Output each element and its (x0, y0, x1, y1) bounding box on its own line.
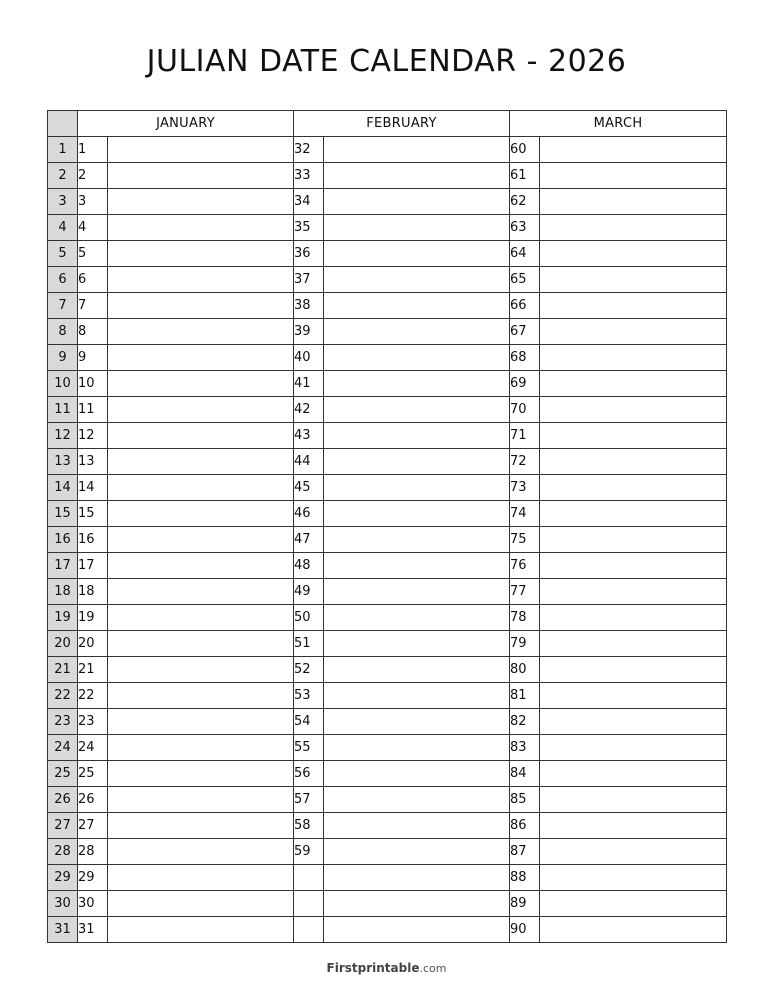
march-julian-number: 76 (510, 553, 540, 579)
day-label: 20 (48, 631, 78, 657)
march-note-cell (540, 475, 727, 501)
header-row (48, 111, 727, 137)
january-note-cell (108, 709, 294, 735)
january-julian-number: 22 (78, 683, 108, 709)
january-julian-number: 16 (78, 527, 108, 553)
month-header-march: MARCH (510, 111, 727, 137)
table-row (48, 449, 727, 475)
march-note-cell (540, 605, 727, 631)
march-note-cell (540, 319, 727, 345)
january-note-cell (108, 501, 294, 527)
month-header-january: JANUARY (78, 111, 294, 137)
march-note-cell (540, 709, 727, 735)
march-julian-number: 70 (510, 397, 540, 423)
march-julian-number: 72 (510, 449, 540, 475)
february-julian-number: 46 (294, 501, 324, 527)
day-label: 22 (48, 683, 78, 709)
february-note-cell (324, 657, 510, 683)
february-note-cell (324, 449, 510, 475)
march-julian-number: 73 (510, 475, 540, 501)
march-note-cell (540, 241, 727, 267)
january-note-cell (108, 787, 294, 813)
january-julian-number: 13 (78, 449, 108, 475)
day-label: 31 (48, 917, 78, 943)
january-julian-number: 31 (78, 917, 108, 943)
table-row (48, 865, 727, 891)
february-note-cell (324, 423, 510, 449)
day-label: 2 (48, 163, 78, 189)
january-julian-number: 14 (78, 475, 108, 501)
day-label: 8 (48, 319, 78, 345)
february-note-cell (324, 241, 510, 267)
table-row (48, 839, 727, 865)
february-note-cell (324, 709, 510, 735)
february-note-cell (324, 605, 510, 631)
table-row (48, 579, 727, 605)
day-label: 13 (48, 449, 78, 475)
march-julian-number: 90 (510, 917, 540, 943)
february-julian-number: 38 (294, 293, 324, 319)
march-note-cell (540, 267, 727, 293)
january-note-cell (108, 579, 294, 605)
january-julian-number: 27 (78, 813, 108, 839)
january-note-cell (108, 267, 294, 293)
january-note-cell (108, 293, 294, 319)
day-label: 27 (48, 813, 78, 839)
january-julian-number: 6 (78, 267, 108, 293)
february-note-cell (324, 267, 510, 293)
march-julian-number: 74 (510, 501, 540, 527)
february-note-cell (324, 137, 510, 163)
table-row (48, 787, 727, 813)
march-julian-number: 77 (510, 579, 540, 605)
march-note-cell (540, 735, 727, 761)
february-julian-number: 45 (294, 475, 324, 501)
january-julian-number: 25 (78, 761, 108, 787)
footer-brand-name: Firstprintable (326, 961, 420, 975)
february-note-cell (324, 917, 510, 943)
february-note-cell (324, 761, 510, 787)
january-note-cell (108, 761, 294, 787)
march-note-cell (540, 371, 727, 397)
february-note-cell (324, 163, 510, 189)
march-julian-number: 66 (510, 293, 540, 319)
march-note-cell (540, 657, 727, 683)
march-julian-number: 71 (510, 423, 540, 449)
day-label: 19 (48, 605, 78, 631)
month-header-february: FEBRUARY (294, 111, 510, 137)
day-label: 5 (48, 241, 78, 267)
march-julian-number: 87 (510, 839, 540, 865)
january-note-cell (108, 475, 294, 501)
footer-brand (0, 961, 773, 975)
march-note-cell (540, 397, 727, 423)
day-label: 12 (48, 423, 78, 449)
january-note-cell (108, 527, 294, 553)
march-julian-number: 62 (510, 189, 540, 215)
february-julian-number: 50 (294, 605, 324, 631)
january-julian-number: 20 (78, 631, 108, 657)
january-note-cell (108, 345, 294, 371)
february-julian-number: 44 (294, 449, 324, 475)
january-note-cell (108, 553, 294, 579)
day-label: 29 (48, 865, 78, 891)
march-note-cell (540, 449, 727, 475)
march-julian-number: 82 (510, 709, 540, 735)
january-note-cell (108, 605, 294, 631)
january-note-cell (108, 683, 294, 709)
march-note-cell (540, 163, 727, 189)
february-julian-number: 58 (294, 813, 324, 839)
february-note-cell (324, 371, 510, 397)
january-julian-number: 11 (78, 397, 108, 423)
march-note-cell (540, 345, 727, 371)
february-julian-number: 48 (294, 553, 324, 579)
january-note-cell (108, 839, 294, 865)
february-julian-number: 57 (294, 787, 324, 813)
day-label: 24 (48, 735, 78, 761)
january-note-cell (108, 397, 294, 423)
march-note-cell (540, 631, 727, 657)
march-note-cell (540, 787, 727, 813)
table-row (48, 371, 727, 397)
march-julian-number: 78 (510, 605, 540, 631)
february-note-cell (324, 813, 510, 839)
january-julian-number: 29 (78, 865, 108, 891)
day-label: 3 (48, 189, 78, 215)
january-note-cell (108, 319, 294, 345)
january-julian-number: 9 (78, 345, 108, 371)
march-note-cell (540, 137, 727, 163)
february-julian-number: 59 (294, 839, 324, 865)
february-note-cell (324, 397, 510, 423)
march-julian-number: 75 (510, 527, 540, 553)
march-julian-number: 64 (510, 241, 540, 267)
february-julian-number: 40 (294, 345, 324, 371)
february-julian-number: 49 (294, 579, 324, 605)
march-note-cell (540, 579, 727, 605)
day-label: 18 (48, 579, 78, 605)
january-julian-number: 28 (78, 839, 108, 865)
day-label: 28 (48, 839, 78, 865)
february-julian-number: 53 (294, 683, 324, 709)
table-row (48, 475, 727, 501)
february-julian-number: 33 (294, 163, 324, 189)
february-julian-number: 54 (294, 709, 324, 735)
table-row (48, 813, 727, 839)
march-note-cell (540, 293, 727, 319)
march-note-cell (540, 215, 727, 241)
january-julian-number: 15 (78, 501, 108, 527)
table-row (48, 631, 727, 657)
february-julian-number: 56 (294, 761, 324, 787)
january-julian-number: 12 (78, 423, 108, 449)
february-note-cell (324, 683, 510, 709)
day-label: 30 (48, 891, 78, 917)
january-note-cell (108, 917, 294, 943)
table-row (48, 891, 727, 917)
day-label: 6 (48, 267, 78, 293)
table-row (48, 709, 727, 735)
table-row (48, 293, 727, 319)
february-note-cell (324, 787, 510, 813)
january-julian-number: 26 (78, 787, 108, 813)
march-julian-number: 81 (510, 683, 540, 709)
january-note-cell (108, 657, 294, 683)
march-julian-number: 85 (510, 787, 540, 813)
day-label: 25 (48, 761, 78, 787)
february-note-cell (324, 579, 510, 605)
february-note-cell (324, 293, 510, 319)
march-note-cell (540, 553, 727, 579)
march-note-cell (540, 891, 727, 917)
table-row (48, 319, 727, 345)
march-julian-number: 61 (510, 163, 540, 189)
february-note-cell (324, 553, 510, 579)
january-note-cell (108, 137, 294, 163)
march-julian-number: 69 (510, 371, 540, 397)
february-julian-number: 37 (294, 267, 324, 293)
january-julian-number: 10 (78, 371, 108, 397)
january-julian-number: 2 (78, 163, 108, 189)
january-note-cell (108, 371, 294, 397)
calendar-body (48, 137, 727, 943)
table-row (48, 553, 727, 579)
february-julian-number: 52 (294, 657, 324, 683)
january-note-cell (108, 631, 294, 657)
january-julian-number: 17 (78, 553, 108, 579)
march-note-cell (540, 865, 727, 891)
january-note-cell (108, 241, 294, 267)
table-row (48, 267, 727, 293)
day-label: 21 (48, 657, 78, 683)
february-julian-number: 34 (294, 189, 324, 215)
table-row (48, 163, 727, 189)
table-row (48, 657, 727, 683)
day-label: 7 (48, 293, 78, 319)
march-julian-number: 63 (510, 215, 540, 241)
january-julian-number: 30 (78, 891, 108, 917)
march-note-cell (540, 501, 727, 527)
day-label: 11 (48, 397, 78, 423)
february-julian-number: 39 (294, 319, 324, 345)
february-julian-number (294, 891, 324, 917)
corner-cell (48, 111, 78, 137)
march-note-cell (540, 839, 727, 865)
january-note-cell (108, 813, 294, 839)
march-julian-number: 89 (510, 891, 540, 917)
february-julian-number: 32 (294, 137, 324, 163)
january-julian-number: 23 (78, 709, 108, 735)
february-note-cell (324, 215, 510, 241)
february-julian-number: 55 (294, 735, 324, 761)
february-julian-number (294, 917, 324, 943)
february-note-cell (324, 189, 510, 215)
march-julian-number: 67 (510, 319, 540, 345)
january-note-cell (108, 189, 294, 215)
day-label: 14 (48, 475, 78, 501)
footer-brand-suffix: .com (419, 962, 447, 975)
february-note-cell (324, 501, 510, 527)
january-julian-number: 1 (78, 137, 108, 163)
february-note-cell (324, 475, 510, 501)
table-row (48, 917, 727, 943)
table-row (48, 215, 727, 241)
day-label: 17 (48, 553, 78, 579)
table-row (48, 397, 727, 423)
february-julian-number: 36 (294, 241, 324, 267)
february-julian-number: 35 (294, 215, 324, 241)
february-note-cell (324, 891, 510, 917)
march-julian-number: 88 (510, 865, 540, 891)
february-note-cell (324, 839, 510, 865)
table-row (48, 241, 727, 267)
day-label: 1 (48, 137, 78, 163)
january-note-cell (108, 163, 294, 189)
march-julian-number: 83 (510, 735, 540, 761)
march-note-cell (540, 813, 727, 839)
january-julian-number: 4 (78, 215, 108, 241)
february-note-cell (324, 735, 510, 761)
table-row (48, 345, 727, 371)
january-note-cell (108, 423, 294, 449)
day-label: 16 (48, 527, 78, 553)
march-julian-number: 65 (510, 267, 540, 293)
julian-calendar-table (47, 110, 727, 943)
table-row (48, 527, 727, 553)
february-note-cell (324, 865, 510, 891)
day-label: 23 (48, 709, 78, 735)
january-julian-number: 19 (78, 605, 108, 631)
january-julian-number: 8 (78, 319, 108, 345)
january-julian-number: 7 (78, 293, 108, 319)
table-row (48, 423, 727, 449)
table-row (48, 189, 727, 215)
march-julian-number: 60 (510, 137, 540, 163)
march-note-cell (540, 423, 727, 449)
january-julian-number: 21 (78, 657, 108, 683)
table-row (48, 761, 727, 787)
february-julian-number (294, 865, 324, 891)
march-julian-number: 68 (510, 345, 540, 371)
day-label: 15 (48, 501, 78, 527)
march-note-cell (540, 189, 727, 215)
february-julian-number: 42 (294, 397, 324, 423)
day-label: 4 (48, 215, 78, 241)
march-note-cell (540, 761, 727, 787)
february-note-cell (324, 319, 510, 345)
january-julian-number: 3 (78, 189, 108, 215)
february-note-cell (324, 345, 510, 371)
march-julian-number: 86 (510, 813, 540, 839)
table-row (48, 605, 727, 631)
page-title: JULIAN DATE CALENDAR - 2026 (146, 44, 627, 79)
march-julian-number: 80 (510, 657, 540, 683)
january-note-cell (108, 865, 294, 891)
february-note-cell (324, 527, 510, 553)
march-note-cell (540, 917, 727, 943)
february-julian-number: 43 (294, 423, 324, 449)
january-note-cell (108, 891, 294, 917)
march-note-cell (540, 683, 727, 709)
table-row (48, 735, 727, 761)
day-label: 9 (48, 345, 78, 371)
february-julian-number: 51 (294, 631, 324, 657)
january-julian-number: 5 (78, 241, 108, 267)
january-note-cell (108, 449, 294, 475)
january-note-cell (108, 735, 294, 761)
february-note-cell (324, 631, 510, 657)
table-row (48, 683, 727, 709)
march-julian-number: 79 (510, 631, 540, 657)
table-row (48, 137, 727, 163)
january-julian-number: 18 (78, 579, 108, 605)
day-label: 26 (48, 787, 78, 813)
table-row (48, 501, 727, 527)
day-label: 10 (48, 371, 78, 397)
february-julian-number: 41 (294, 371, 324, 397)
january-note-cell (108, 215, 294, 241)
january-julian-number: 24 (78, 735, 108, 761)
march-julian-number: 84 (510, 761, 540, 787)
february-julian-number: 47 (294, 527, 324, 553)
march-note-cell (540, 527, 727, 553)
